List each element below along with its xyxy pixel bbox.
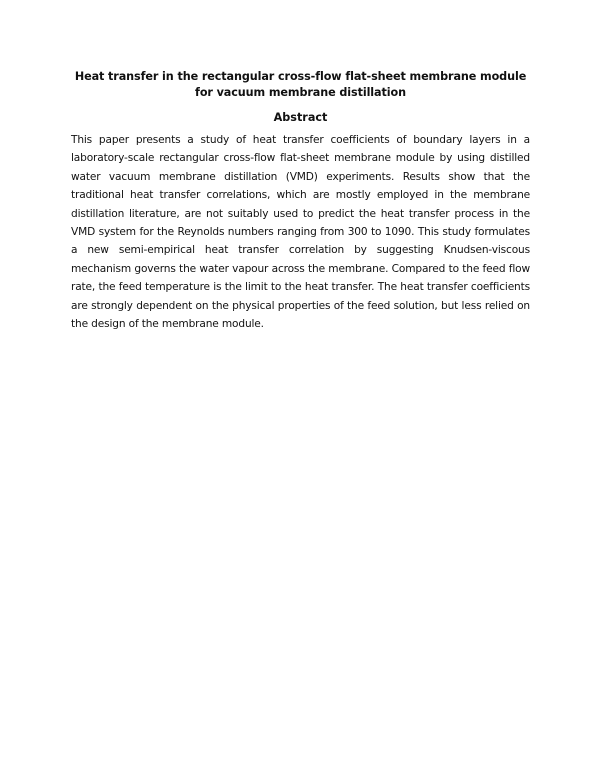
abstract-paragraph: This paper presents a study of heat transfer coefficients of boundary layers in a laboratory-scale rectangular cross-flow flat-sheet membrane module by using distilled water vacuum membrane distillation (VMD) experiments. Results show that the traditional heat transfer correlations, which are mostly employed in the membrane distillation literature, are not suitably used to predict the heat transfer process in the VMD system for the Reynolds numbers ranging from 300 to 1090. This study formulates a new semi-empirical heat transfer correlation by suggesting Knudsen-viscous mechanism governs the water vapour across the membrane. Compared to the feed flow rate, the feed temperature is the limit to the heat transfer. The heat transfer coefficients are strongly dependent on the physical properties of the feed solution, but less relied on the design of the membrane module. bbox=[71, 134, 530, 331]
abstract-heading: Abstract bbox=[273, 111, 328, 124]
paper-content bbox=[71, 69, 530, 333]
paper-title: Heat transfer in the rectangular cross-flow flat-sheet membrane module for vacuum membrane distillation bbox=[74, 70, 527, 99]
